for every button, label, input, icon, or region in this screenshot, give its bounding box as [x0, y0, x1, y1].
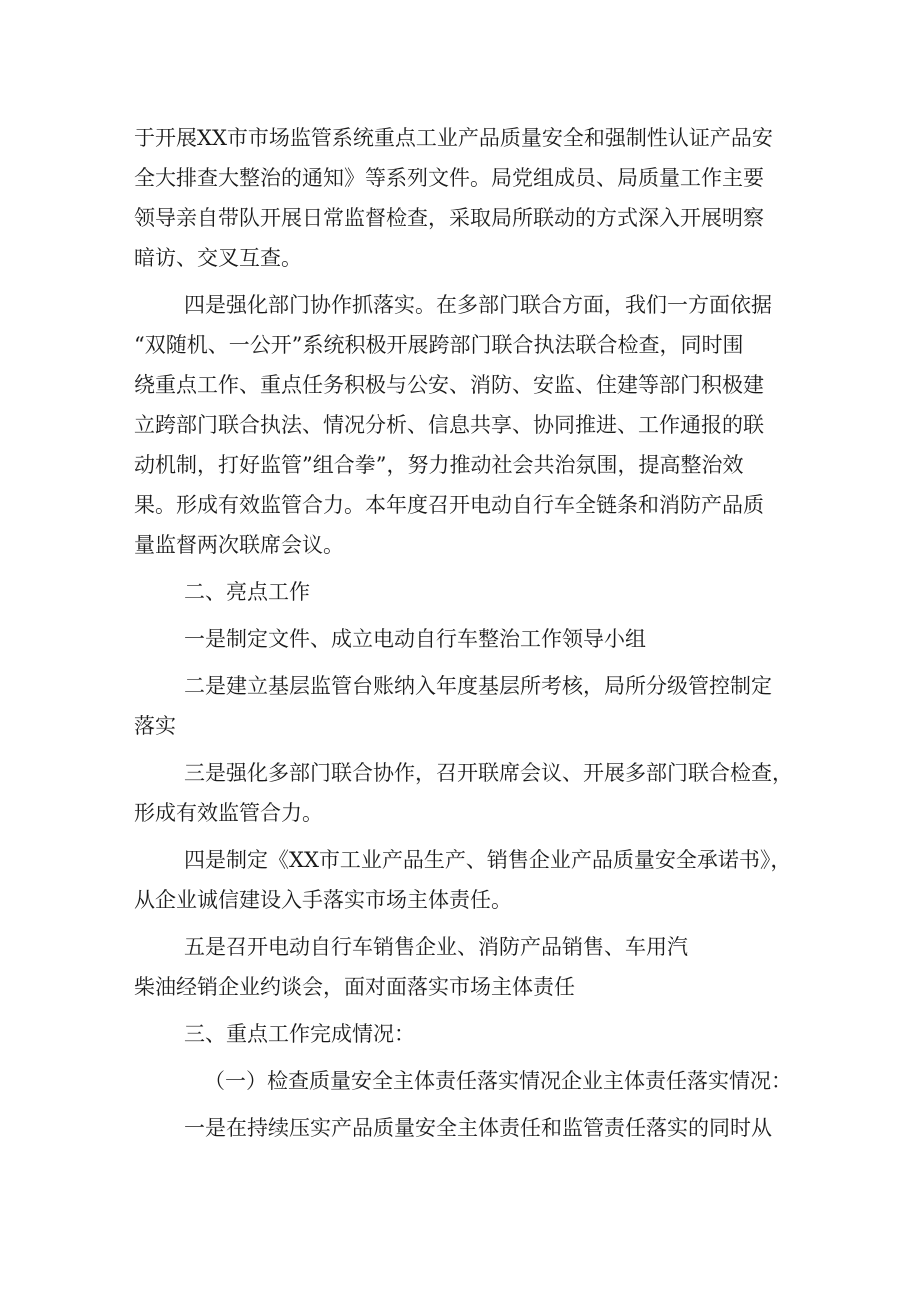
paragraph-line: 一是在持续压实产品质量安全主体责任和监管责任落实的同时从 — [184, 1116, 772, 1140]
paragraph — [134, 1108, 804, 1148]
paragraph-line: 于开展XX市市场监管系统重点工业产品质量安全和强制性认证产品安 — [134, 126, 773, 150]
paragraph — [134, 572, 804, 612]
paragraph-line: 动机制，打好监管”组合拳”，努力推动社会共治氛围，提高整治效 — [134, 453, 744, 477]
paragraph — [134, 1061, 804, 1101]
paragraph-line: 四是强化部门协作抓落实。在多部门联合方面，我们一方面依据 — [184, 293, 772, 317]
paragraph-line: 绕重点工作、重点任务积极与公安、消防、安监、住建等部门积极建 — [134, 373, 764, 397]
paragraph-line: “双随机、一公开”系统积极开展跨部门联合执法联合检查，同时围 — [134, 333, 744, 357]
paragraph-line: 领导亲自带队开展日常监督检查，采取局所联动的方式深入开展明察 — [134, 206, 764, 230]
document-body — [134, 118, 804, 1155]
paragraph — [134, 840, 804, 920]
paragraph-line: 四是制定《XX市工业产品生产、销售企业产品质量安全承诺书》， — [184, 848, 792, 872]
paragraph-line: 二、亮点工作 — [184, 580, 310, 604]
paragraph — [134, 118, 804, 278]
paragraph-line: 二是建立基层监管台账纳入年度基层所考核，局所分级管控制定 — [184, 674, 772, 698]
paragraph-line: 三、重点工作完成情况： — [184, 1022, 415, 1046]
paragraph — [134, 1014, 804, 1054]
paragraph-line: 柴油经销企业约谈会，面对面落实市场主体责任 — [134, 975, 575, 999]
paragraph — [134, 753, 804, 833]
paragraph-line: 果。形成有效监管合力。本年度召开电动自行车全链条和消防产品质 — [134, 493, 764, 517]
paragraph-line: 落实 — [134, 714, 176, 738]
paragraph — [134, 666, 804, 746]
paragraph-line: 一是制定文件、成立电动自行车整治工作领导小组 — [184, 627, 646, 651]
paragraph-line: 全大排查大整治的通知》等系列文件。局党组成员、局质量工作主要 — [134, 166, 764, 190]
paragraph-line: 暗访、交叉互查。 — [134, 246, 302, 270]
paragraph — [134, 285, 804, 565]
paragraph-line: 立跨部门联合执法、情况分析、信息共享、协同推进、工作通报的联 — [134, 413, 764, 437]
paragraph-line: 三是强化多部门联合协作，召开联席会议、开展多部门联合检查， — [184, 761, 793, 785]
paragraph — [134, 927, 804, 1007]
paragraph — [134, 619, 804, 659]
paragraph-line: 五是召开电动自行车销售企业、消防产品销售、车用汽 — [184, 935, 688, 959]
paragraph-line: 从企业诚信建设入手落实市场主体责任。 — [134, 888, 512, 912]
paragraph-line: 形成有效监管合力。 — [134, 801, 323, 825]
paragraph-line: （一）检查质量安全主体责任落实情况企业主体责任落实情况： — [204, 1069, 792, 1093]
paragraph-line: 量监督两次联席会议。 — [134, 533, 344, 557]
